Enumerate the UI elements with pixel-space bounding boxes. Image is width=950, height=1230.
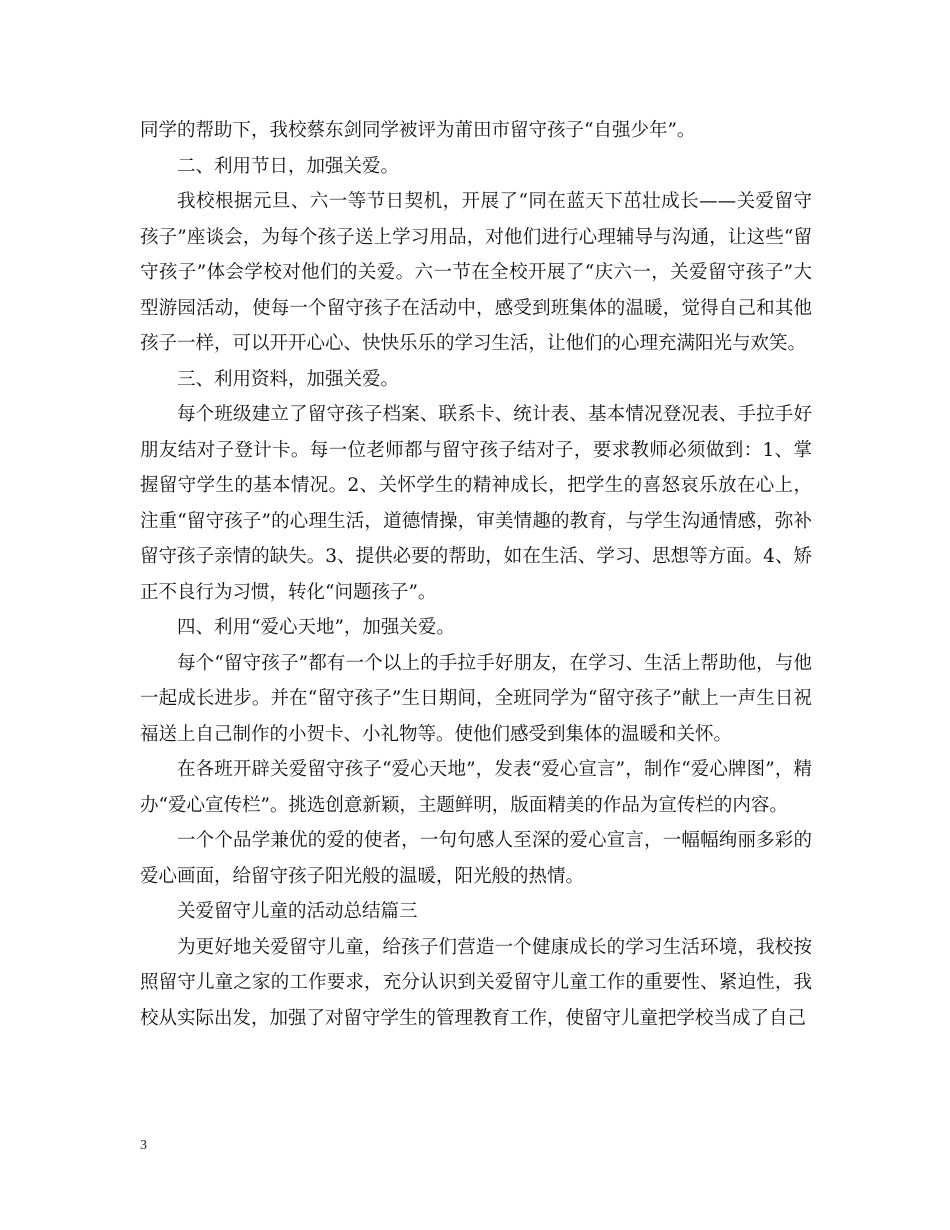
paragraph: 在各班开辟关爱留守孩子“爱心天地”，发表“爱心宣言”，制作“爱心牌图”，精办“爱心宣传栏”。挑选创意新颖，主题鲜明，版面精美的作品为宣传栏的内容。 (140, 759, 812, 816)
section-heading: 四、利用“爱心天地”，加强关爱。 (177, 617, 455, 638)
paragraph: 我校根据元旦、六一等节日契机，开展了“同在蓝天下茁壮成长——关爱留守孩子”座谈会，为每个孩子送上学习用品，对他们进行心理辅导与沟通，让这些“留守孩子”体会学校对他们的关爱。六一节在全校开展了“庆六一，关爱留守孩子”大型游园活动，使每一个留守孩子在活动中，感受到班集体的温暖，觉得自己和其他孩子一样，可以开开心心、快快乐乐的学习生活，让他们的心理充满阳光与欢笑。 (140, 191, 812, 354)
document-body (140, 113, 812, 1036)
section-heading: 三、利用资料，加强关爱。 (177, 368, 400, 390)
paragraph: 一个个品学兼优的爱的使者，一句句感人至深的爱心宣言，一幅幅绚丽多彩的爱心画面，给留守孩子阳光般的温暖，阳光般的热情。 (140, 830, 812, 887)
paragraph: 每个班级建立了留守孩子档案、联系卡、统计表、基本情况登况表、手拉手好朋友结对子登计卡。每一位老师都与留守孩子结对子，要求教师必须做到：1、掌握留守学生的基本情况。2、关怀学生的精神成长，把学生的喜怒哀乐放在心上，注重“留守孩子”的心理生活，道德情操，审美情趣的教育，与学生沟通情感，弥补留守孩子亲情的缺失。3、提供必要的帮助，如在生活、学习、思想等方面。4、矫正不良行为习惯，转化“问题孩子”。 (140, 404, 812, 603)
section-heading: 二、利用节日，加强关爱。 (177, 155, 400, 177)
paragraph: 每个“留守孩子”都有一个以上的手拉手好朋友，在学习、生活上帮助他，与他一起成长进步。并在“留守孩子”生日期间，全班同学为“留守孩子”献上一声生日祝福送上自己制作的小贺卡、小礼物等。使他们感受到集体的温暖和关怀。 (140, 652, 812, 745)
article-title: 关爱留守儿童的活动总结篇三 (177, 901, 418, 922)
page-number: 3 (140, 1138, 147, 1153)
paragraph: 为更好地关爱留守儿童，给孩子们营造一个健康成长的学习生活环境，我校按照留守儿童之家的工作要求，充分认识到关爱留守儿童工作的重要性、紧迫性，我校从实际出发，加强了对留守学生的管理教育工作，使留守儿童把学校当成了自己 (140, 936, 812, 1029)
paragraph: 同学的帮助下，我校蔡东剑同学被评为莆田市留守孩子“自强少年”。 (140, 120, 696, 141)
